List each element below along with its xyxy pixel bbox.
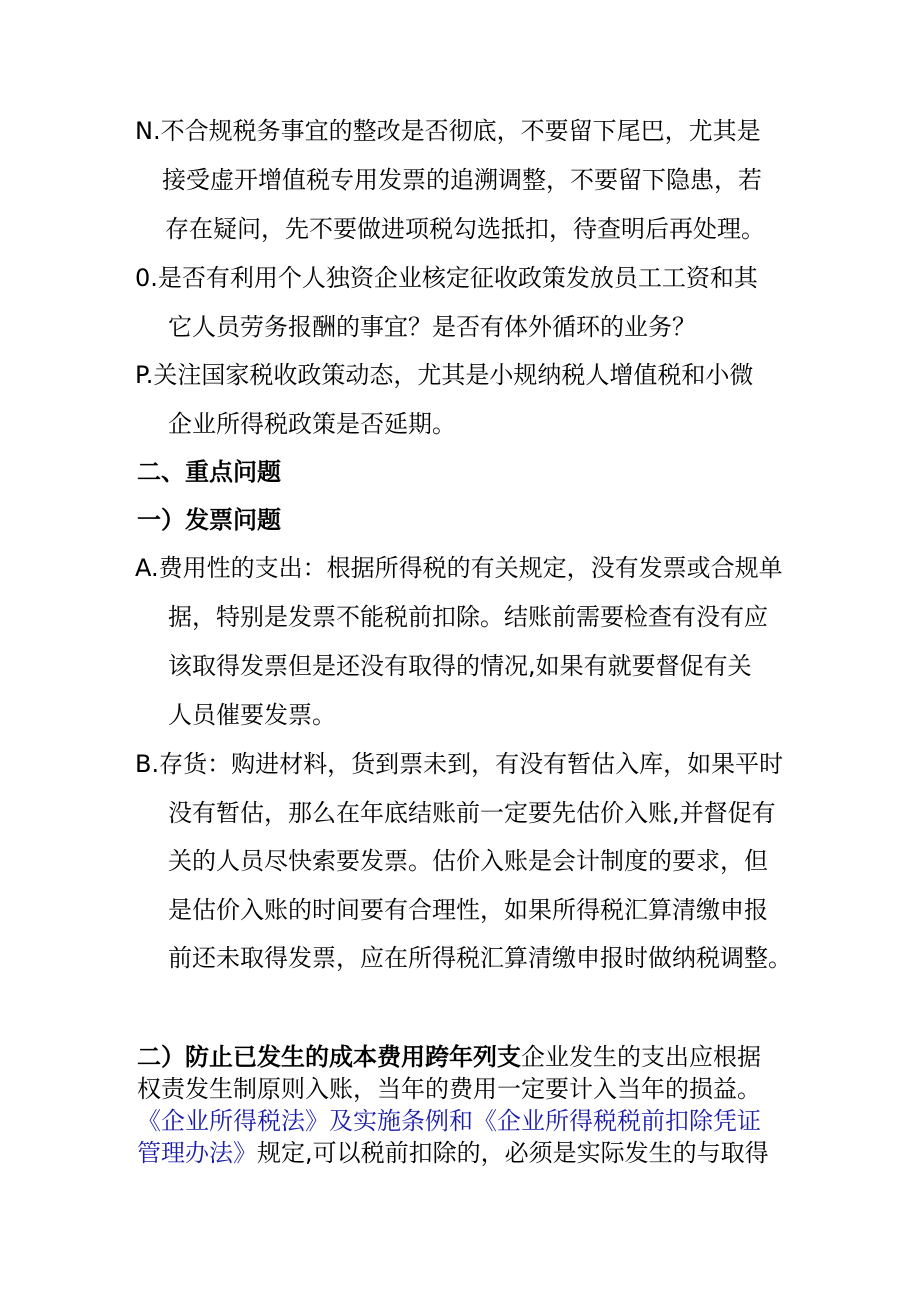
- item-a-line-2: 据，特别是发票不能税前扣除。结账前需要检查有没有应: [168, 603, 768, 631]
- item-n-line-2: 接受虚开增值税专用发票的追溯调整，不要留下隐患，若: [162, 166, 762, 194]
- sub-heading-2-line-4-text: 规定,可以税前扣除的，必须是实际发生的与取得: [257, 1139, 769, 1167]
- sub-heading-cost-crossyear: 二）防止已发生的成本费用跨年列支: [137, 1043, 521, 1071]
- section-heading: 二、重点问题: [137, 458, 281, 486]
- item-n-line-1: N.不合规税务事宜的整改是否彻底，不要留下尾巴，尤其是: [135, 117, 761, 145]
- item-a-line-1: A.费用性的支出：根据所得税的有关规定，没有发票或合规单: [135, 554, 783, 582]
- item-p-line-2: 企业所得税政策是否延期。: [168, 410, 456, 438]
- item-a-line-3: 该取得发票但是还没有取得的情况,如果有就要督促有关: [168, 652, 752, 680]
- item-b-line-2: 没有暂估，那么在年底结账前一定要先估价入账,并督促有: [168, 799, 776, 827]
- sub-heading-invoice: 一）发票问题: [137, 506, 281, 534]
- sub-heading-2-line-2: 权责发生制原则入账，当年的费用一定要计入当年的损益。: [137, 1075, 761, 1103]
- item-b-line-3: 关的人员尽快索要发票。估价入账是会计制度的要求，但: [168, 847, 768, 875]
- law-reference-link-cont[interactable]: 管理办法》: [137, 1139, 257, 1167]
- item-o-line-1: 0.是否有利用个人独资企业核定征收政策发放员工工资和其: [135, 264, 758, 292]
- item-p-line-1: P.关注国家税收政策动态，尤其是小规纳税人增值税和小微: [135, 361, 754, 389]
- sub-heading-2-line-1: [137, 1042, 761, 1072]
- item-n-line-3: 存在疑问，先不要做进项税勾选抵扣，待查明后再处理。: [165, 215, 765, 243]
- sub-heading-2-text: 企业发生的支出应根据: [521, 1043, 761, 1071]
- sub-heading-2-line-4: [137, 1138, 769, 1168]
- item-b-line-1: B.存货：购进材料，货到票未到，有没有暂估入库，如果平时: [135, 750, 784, 778]
- item-a-line-4: 人员催要发票。: [168, 701, 336, 729]
- item-b-line-4: 是估价入账的时间要有合理性，如果所得税汇算清缴申报: [168, 896, 768, 924]
- item-b-line-5: 前还未取得发票，应在所得税汇算清缴申报时做纳税调整。: [168, 944, 792, 972]
- law-reference-link[interactable]: 《企业所得税法》及实施条例和《企业所得税税前扣除凭证: [137, 1107, 761, 1135]
- item-o-line-2: 它人员劳务报酬的事宜？是否有体外循环的业务？: [168, 313, 696, 341]
